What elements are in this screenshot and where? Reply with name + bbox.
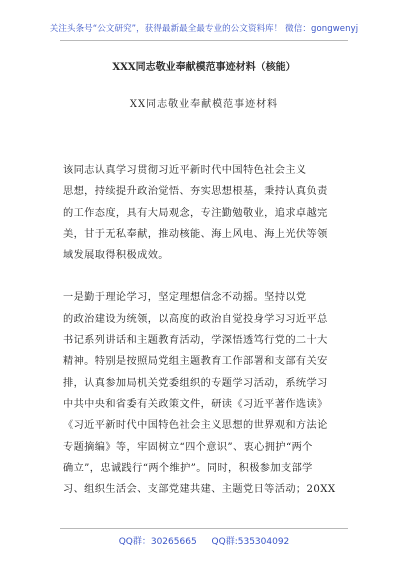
footer-divider [60,528,348,529]
document-title: XXX同志敬业奉献模范事迹材料（核能） [112,62,296,73]
paragraph-line: 排，认真参加局机关党委组织的专题学习活动，系统学习 [63,377,328,389]
paragraph-line: 中共中央和省委有关政策文件，研读《习近平著作选读》 [63,398,328,410]
header-divider [60,40,348,41]
footer-banner [0,534,408,547]
footer-qq-group-1: QQ群：30265665 [118,537,197,547]
document-subtitle: XX同志敬业奉献模范事迹材料 [129,99,279,110]
paragraph-line: 书记系列讲话和主题教育活动，学深悟透笃行党的二十大 [63,335,328,347]
paragraph-line: 确立”，忠诚践行“两个维护”。同时，积极参加支部学 [63,462,313,474]
paragraph-line: 该同志认真学习贯彻习近平新时代中国特色社会主义 [63,165,307,176]
paragraph-gap [63,266,353,287]
paragraph-line: 的工作态度，具有大局观念，专注勤勉敬业，追求卓越完 [63,207,328,219]
paragraph-line: 专题摘编》等，牢固树立“四个意识”、衷心拥护“两个 [63,441,313,453]
paragraph-line: 一是勤于理论学习，坚定理想信念不动摇。坚持以党 [63,292,307,304]
footer-qq-group-2: QQ群:535304092 [211,537,290,547]
header-banner: 关注头条号“公文研究”，获得最新最全最专业的公文资料库！ 微信：gongwenyj [49,24,359,34]
paragraph-line: 《习近平新时代中国特色社会主义思想的世界观和方法论 [63,420,328,432]
paragraph-line: 习、组织生活会、支部党建共建、主题党日等活动；20XX [63,484,336,496]
paragraph-1 [63,160,353,266]
paragraph-2 [63,287,353,500]
paragraph-line: 思想，持续提升政治觉悟、夯实思想根基，秉持认真负责 [63,186,328,198]
paragraph-line: 的政治建设为统领，以高度的政治自觉投身学习习近平总 [63,313,328,325]
paragraph-line: 精神。特别是按照局党组主题教育工作部署和支部有关安 [63,356,328,368]
paragraph-line: 域发展取得积极成效。 [63,250,169,262]
paragraph-line: 美，甘于无私奉献，推动核能、海上风电、海上光伏等领 [63,228,328,240]
document-body [63,160,353,500]
